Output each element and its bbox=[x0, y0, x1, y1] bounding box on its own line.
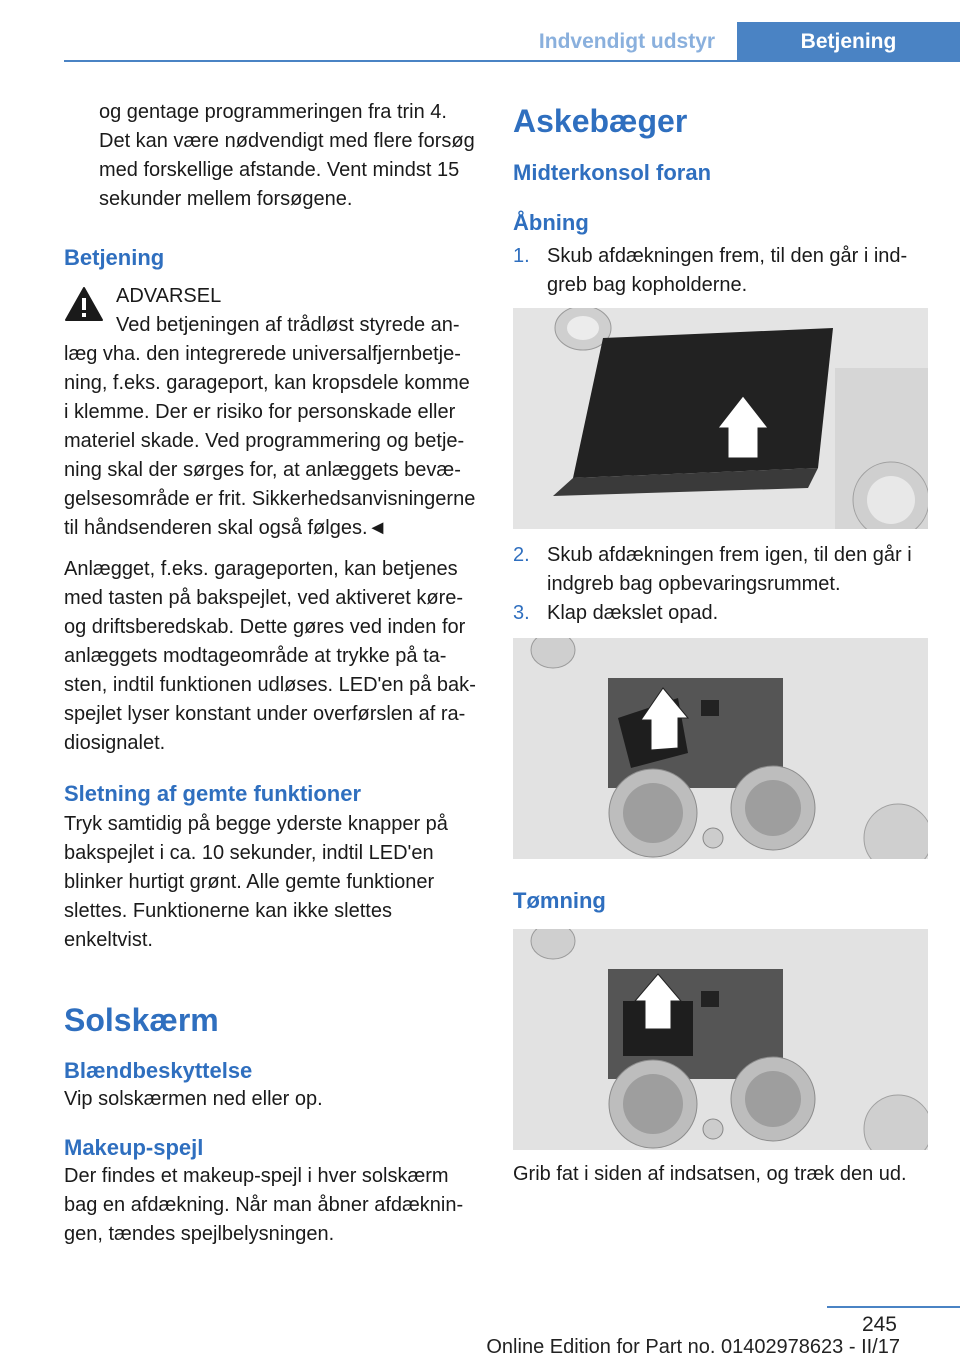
tomning-heading: Tømning bbox=[513, 888, 606, 913]
ashtray-removal-photo bbox=[513, 929, 928, 1150]
warning-body: læg vha. den integrerede universalfjernbetjening, f.eks. garageport, kan kropsdele komme i klemme. Der er risiko for personskade eller materiel skade. Ved programmering og betjening skal der sørges for, at anlæggets bevægelsesområde er frit. Sikkerhedsanvisningerne til håndsenderen skal også følges.◄ bbox=[64, 343, 476, 539]
step-text: Skub afdækningen frem, til den går i indgreb bag kopholderne. bbox=[547, 245, 908, 296]
step-number: 2. bbox=[513, 544, 530, 566]
warning-lead: Ved betjeningen af trådløst styrede an- bbox=[116, 314, 460, 336]
betjening-text: Anlægget, f.eks. garageporten, kan betjenes med tasten på bakspejlet, ved aktiveret køre- og driftsberedskab. Dette gøres ved inden for anlæggets modtageområde at trykke på tasten, indtil funktionen udløses. LED'en på bakspejlet lyser konstant under overførslen af radiosignalet. bbox=[64, 558, 476, 754]
warning-triangle-icon bbox=[64, 286, 104, 322]
warning-title: ADVARSEL bbox=[116, 285, 222, 307]
step-text: Klap dækslet opad. bbox=[547, 602, 719, 624]
page-number: 245 bbox=[861, 1313, 897, 1336]
intro-text: og gentage programmeringen fra trin 4. Det kan være nødvendigt med flere forsøg med forskellige afstande. Vent mindst 15 sekunder mellem forsøgene. bbox=[99, 101, 475, 210]
section-tab[interactable]: Indvendigt udstyr bbox=[538, 30, 716, 53]
sletning-text: Tryk samtidig på begge yderste knapper på bakspejlet i ca. 10 sekunder, indtil LED'en blinker hurtigt grønt. Alle gemte funktioner slettes. Funktionerne kan ikke slettes enkeltvist. bbox=[64, 813, 448, 951]
active-tab-betjening[interactable]: Betjening bbox=[737, 22, 960, 62]
console-open-photo bbox=[513, 638, 928, 859]
askebaeger-heading: Askebæger bbox=[513, 103, 688, 139]
edition-footer: Online Edition for Part no. 01402978623 - II/17 bbox=[486, 1336, 900, 1358]
console-closed-illustration bbox=[513, 308, 928, 529]
list-item bbox=[513, 599, 913, 628]
step-number: 1. bbox=[513, 245, 530, 267]
solskaerm-heading: Solskærm bbox=[64, 1002, 219, 1038]
makeup-heading: Makeup-spejl bbox=[64, 1135, 204, 1160]
blaend-text: Vip solskærmen ned eller op. bbox=[64, 1088, 323, 1110]
console-closed-photo bbox=[513, 308, 928, 529]
tomning-text: Grib fat i siden af indsatsen, og træk den ud. bbox=[513, 1163, 907, 1185]
console-open-illustration bbox=[513, 638, 928, 859]
left-column bbox=[64, 98, 476, 1249]
makeup-text: Der findes et makeup-spejl i hver solskærm bag en afdækning. Når man åbner afdækningen, tændes spejlbelysningen. bbox=[64, 1165, 464, 1245]
list-item bbox=[513, 242, 913, 300]
header-rule bbox=[64, 60, 960, 62]
betjening-heading: Betjening bbox=[64, 245, 165, 270]
ashtray-removal-illustration bbox=[513, 929, 928, 1150]
page-rule bbox=[827, 1306, 960, 1308]
sletning-heading: Sletning af gemte funktioner bbox=[64, 781, 362, 806]
step-text: Skub afdækningen frem igen, til den går i indgreb bag opbevaringsrummet. bbox=[547, 544, 912, 595]
warning-block bbox=[64, 282, 476, 543]
step-number: 3. bbox=[513, 602, 530, 624]
list-item bbox=[513, 541, 913, 599]
midterkonsol-heading: Midterkonsol foran bbox=[513, 160, 712, 185]
abning-heading: Åbning bbox=[513, 210, 589, 235]
blaend-heading: Blændbeskyttelse bbox=[64, 1058, 253, 1083]
